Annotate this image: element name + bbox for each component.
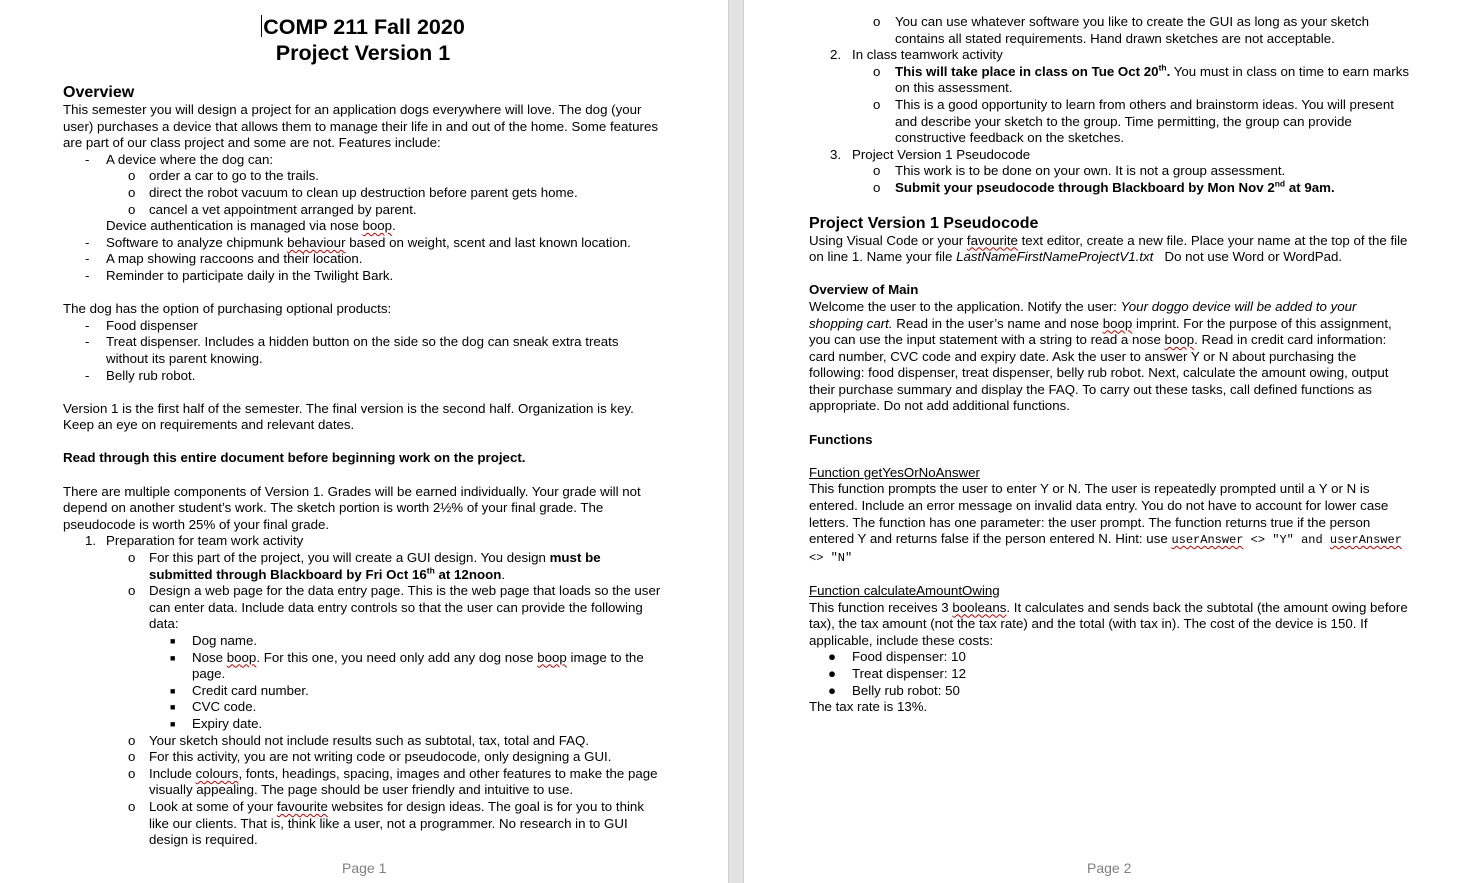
- function-2-description: This function receives 3 booleans. It calculates and sends back the subtotal (the amount owing before tax), the tax amount (not the tax rate) and the total (with tax in). The cost of the device is 150. If applicable, include these costs:: [809, 599, 1408, 648]
- list-item: o Look at some of your favourite websites for design ideas. The goal is for you to think like our clients. That is, think like a user, not a programmer. No research in to GUI design is required.: [128, 798, 644, 848]
- list-item: - Belly rub robot.: [85, 367, 196, 383]
- list-item: o For this activity, you are not writing code or pseudocode, only designing a GUI.: [128, 749, 612, 765]
- numbered-item: 1. Preparation for team work activity: [85, 533, 304, 549]
- list-item: - A map showing raccoons and their location.: [85, 251, 363, 267]
- list-item: o direct the robot vacuum to clean up destruction before parent gets home.: [128, 184, 578, 200]
- function-1-description: This function prompts the user to enter Y or N. The user is repeatedly prompted until a Y or N is entered. Include an error message on invalid data entry. You do not have to account for lower case letters. The function has one parameter: the user prompt. The function returns true if the person entered Y and returns false if the person entered N. Hint: use userAnswer <> "Y" and userAnswer <> "N": [809, 481, 1402, 565]
- list-item: ■ Expiry date.: [170, 715, 263, 731]
- list-item: o Your sketch should not include results such as subtotal, tax, total and FAQ.: [128, 732, 590, 748]
- page-gutter: [728, 0, 744, 883]
- list-item: ● Food dispenser: 10: [828, 649, 966, 665]
- numbered-item: 3. Project Version 1 Pseudocode: [830, 146, 1031, 162]
- function-1-title: Function getYesOrNoAnswer: [809, 464, 980, 480]
- pseudocode-heading: Project Version 1 Pseudocode: [809, 214, 1039, 232]
- list-item: ■ CVC code.: [170, 699, 257, 715]
- document-page-1: [0, 0, 728, 883]
- list-item: o order a car to go to the trails.: [128, 168, 319, 184]
- optional-intro: The dog has the option of purchasing optional products:: [63, 301, 392, 317]
- list-item: ● Treat dispenser: 12: [828, 665, 967, 681]
- list-item: ■ Nose boop. For this one, you need only add any dog nose boop image to the page.: [170, 649, 644, 682]
- list-item: o Include colours, fonts, headings, spacing, images and other features to make the page visually appealing. The page should be user friendly and intuitive to use.: [128, 765, 658, 798]
- list-item: o cancel a vet appointment arranged by parent.: [128, 201, 417, 217]
- components-paragraph: There are multiple components of Version 1. Grades will be earned individually. Your grade will not depend on another student’s work. The sketch portion is worth 2½% of your final grade. The pseudocode is worth 25% of your final grade.: [63, 483, 641, 532]
- list-item: ■ Dog name.: [170, 633, 258, 648]
- document-title: [63, 14, 663, 66]
- document-page-2: [744, 0, 1467, 883]
- pseudocode-paragraph: Using Visual Code or your favourite text editor, create a new file. Place your name at the top of the file on line 1. Name your file LastNameFirstNameProjectV1.txt Do not use Word or WordPad.: [809, 232, 1408, 265]
- page-number-footer: Page 1: [342, 860, 387, 877]
- list-item: ● Belly rub robot: 50: [828, 682, 960, 698]
- title-line-1: COMP 211 Fall 2020: [263, 15, 465, 39]
- numbered-item: 2. In class teamwork activity: [830, 47, 1003, 63]
- list-item: - Software to analyze chipmunk behaviour based on weight, scent and last known location.: [85, 234, 631, 250]
- functions-heading: Functions: [809, 431, 873, 447]
- list-item: - A device where the dog can:: [85, 151, 274, 167]
- list-item: o You can use whatever software you like to create the GUI as long as your sketch contains all stated requirements. Hand drawn sketches are not acceptable.: [873, 14, 1370, 46]
- list-item: o This will take place in class on Tue Oct 20th. You must in class on time to earn marks on this assessment.: [873, 62, 1410, 96]
- list-item: o This work is to be done on your own. It is not a group assessment.: [873, 163, 1286, 179]
- page-1-body: [63, 14, 663, 849]
- overview-paragraph: This semester you will design a project for an application dogs everywhere will love. The dog (your user) purchases a device that allows them to manage their life in and out of the home. Some features are part of our class project and some are not. Features include:: [63, 102, 658, 151]
- auth-line: Device authentication is managed via nose boop.: [106, 218, 396, 234]
- list-item: o Design a web page for the data entry page. This is the web page that loads so the user can enter data. Include data entry controls so that the user can provide the following data:: [128, 583, 661, 632]
- list-item: ■ Credit card number.: [170, 682, 309, 698]
- page-2-body: [809, 14, 1411, 716]
- list-item: - Treat dispenser. Includes a hidden button on the side so the dog can sneak extra treats without its parent knowing.: [85, 334, 619, 366]
- list-item: o For this part of the project, you will create a GUI design. You design must be submitted through Blackboard by Fri Oct 16th at 12noon.: [128, 550, 601, 582]
- overview-heading: Overview: [63, 84, 135, 101]
- read-through-note: Read through this entire document before beginning work on the project.: [63, 450, 526, 466]
- list-item: - Reminder to participate daily in the Twilight Bark.: [85, 267, 394, 283]
- tax-rate-line: The tax rate is 13%.: [809, 699, 928, 715]
- version-paragraph: Version 1 is the first half of the semester. The final version is the second half. Organization is key. Keep an eye on requirements and relevant dates.: [63, 400, 634, 433]
- overview-of-main-paragraph: Welcome the user to the application. Notify the user: Your doggo device will be added to your shopping cart. Read in the user’s name and nose boop imprint. For the purpose of this assignment, you can use the input statement with a string to read a nose boop. Read in credit card information: card number, CVC code and expiry date. Ask the user to answer Y or N about purchasing the following: food dispenser, treat dispenser, belly rub robot. Next, calculate the amount owing, output their purchase summary and display the FAQ. To carry out these tasks, call defined functions as appropriate. Do not add additional functions.: [809, 298, 1392, 414]
- list-item: o Submit your pseudocode through Blackboard by Mon Nov 2nd at 9am.: [873, 178, 1335, 195]
- function-2-title: Function calculateAmountOwing: [809, 583, 1000, 598]
- overview-of-main-heading: Overview of Main: [809, 282, 919, 298]
- title-line-2: Project Version 1: [275, 41, 451, 65]
- page-number-footer: Page 2: [1087, 860, 1132, 877]
- list-item: - Food dispenser: [85, 317, 198, 333]
- list-item: o This is a good opportunity to learn from others and brainstorm ideas. You will present and describe your sketch to the group. Time permitting, the group can provide constructive feedback on the sketches.: [873, 96, 1394, 146]
